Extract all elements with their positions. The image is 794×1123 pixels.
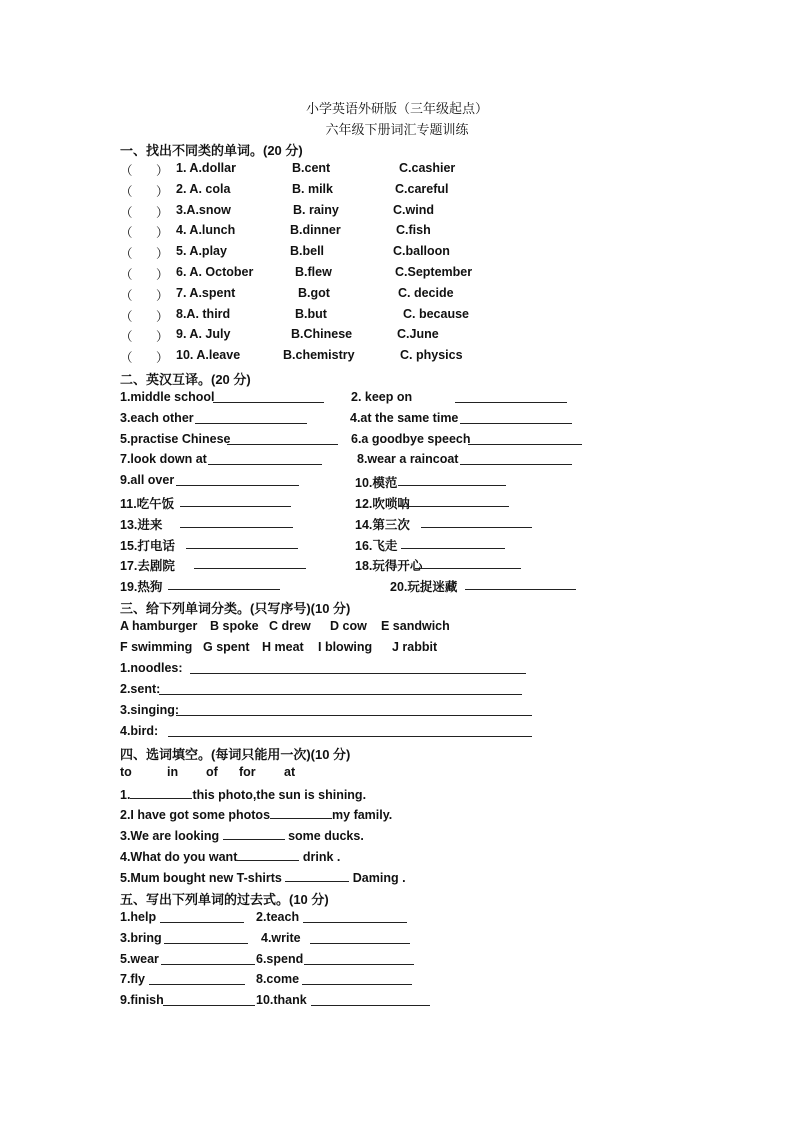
- answer-paren-close: ）: [156, 247, 169, 262]
- category-sent: [120, 682, 160, 696]
- word-j: J rabbit: [392, 640, 438, 654]
- choice-to: to: [120, 765, 132, 779]
- section2-heading: 二、英汉互译。(20 分): [120, 372, 251, 387]
- translation-item: 4.at the same time: [350, 410, 459, 425]
- option-a: 10. A.leave: [176, 348, 241, 363]
- question-text: 3.We are looking: [120, 829, 220, 843]
- answer-blank[interactable]: [227, 432, 338, 445]
- category-label: 1.noodles:: [120, 661, 183, 675]
- answer-paren-open[interactable]: （: [120, 184, 133, 199]
- option-b: B.bell: [290, 244, 325, 259]
- answer-paren-close: ）: [156, 226, 169, 241]
- answer-blank[interactable]: [310, 931, 410, 944]
- answer-blank[interactable]: [303, 910, 407, 923]
- answer-blank[interactable]: [168, 577, 280, 590]
- option-c: C. because: [403, 306, 470, 321]
- verb-item: 8.come: [256, 972, 300, 987]
- question-text: 4.What do you want: [120, 850, 238, 864]
- verb-item: 10.thank: [256, 993, 307, 1008]
- answer-blank[interactable]: [237, 848, 299, 861]
- fill-question-5: [120, 869, 406, 885]
- worksheet-subtitle: 六年级下册词汇专题训练: [325, 122, 469, 137]
- answer-blank[interactable]: [465, 577, 576, 590]
- question-text: Daming .: [352, 871, 406, 885]
- option-b: B.chemistry: [283, 348, 355, 363]
- option-c: C.June: [397, 327, 439, 342]
- option-c: C.fish: [396, 223, 431, 238]
- choice-for: for: [239, 765, 256, 779]
- translation-item: 12.吹唢呐: [355, 497, 410, 511]
- option-a: 8.A. third: [176, 306, 231, 321]
- answer-blank[interactable]: [159, 682, 522, 695]
- category-noodles: [120, 661, 183, 675]
- translation-item: 9.all over: [120, 473, 175, 488]
- answer-paren-open[interactable]: （: [120, 164, 133, 178]
- answer-paren-open[interactable]: （: [120, 351, 133, 366]
- answer-paren-close: ）: [156, 184, 169, 199]
- answer-paren-close: ）: [156, 164, 169, 178]
- answer-blank[interactable]: [455, 390, 567, 403]
- answer-blank[interactable]: [311, 993, 430, 1006]
- category-label: 2.sent:: [120, 682, 161, 696]
- answer-blank[interactable]: [468, 432, 582, 445]
- fill-question-2: [120, 806, 392, 822]
- translation-item: 14.第三次: [355, 517, 410, 532]
- verb-item: 7.fly: [120, 972, 146, 987]
- translation-item: 5.practise Chinese: [120, 431, 231, 446]
- word-c: C drew: [269, 619, 311, 633]
- section4-heading: 四、选词填空。(每词只能用一次)(10 分): [120, 747, 351, 762]
- answer-blank[interactable]: [161, 952, 255, 965]
- word-i: I blowing: [318, 640, 373, 654]
- option-a: 2. A. cola: [176, 181, 231, 196]
- word-d: D cow: [330, 619, 367, 633]
- option-a: 3.A.snow: [176, 202, 231, 217]
- verb-item: 9.finish: [120, 993, 164, 1008]
- answer-blank[interactable]: [180, 515, 293, 528]
- option-a: 6. A. October: [176, 265, 254, 279]
- choice-of: of: [206, 765, 218, 779]
- verb-item: 3.bring: [120, 930, 162, 945]
- word-b: B spoke: [210, 619, 259, 633]
- answer-blank[interactable]: [304, 952, 414, 965]
- answer-paren-open[interactable]: （: [120, 247, 133, 262]
- option-b: B.dinner: [290, 223, 341, 238]
- answer-blank[interactable]: [415, 556, 521, 569]
- answer-paren-close: ）: [156, 268, 169, 282]
- option-c: C.wind: [393, 202, 434, 217]
- question-text: some ducks.: [288, 829, 364, 843]
- fill-question-1: [120, 786, 366, 802]
- question-text: my family.: [332, 808, 393, 822]
- word-e: E sandwich: [381, 619, 450, 633]
- question-text: 2.I have got some photos: [120, 808, 271, 822]
- verb-item: 6.spend: [256, 951, 304, 966]
- answer-blank[interactable]: [194, 556, 306, 569]
- translation-item: 10.模范: [355, 476, 398, 491]
- option-a: 4. A.lunch: [176, 223, 236, 238]
- translation-item: 17.去剧院: [120, 559, 175, 574]
- word-f: F swimming: [120, 640, 193, 654]
- translation-item: 19.热狗: [120, 580, 163, 595]
- option-b: B.but: [295, 306, 327, 321]
- fill-question-3: [120, 827, 364, 843]
- answer-blank[interactable]: [186, 536, 298, 549]
- answer-blank[interactable]: [421, 515, 532, 528]
- choice-in: in: [167, 765, 179, 779]
- word-g: G spent: [203, 640, 250, 654]
- option-a: 5. A.play: [176, 244, 227, 259]
- answer-paren-close: ）: [156, 205, 169, 220]
- question-text: 1.: [120, 788, 131, 802]
- category-singing: [120, 703, 179, 717]
- answer-paren-close: ）: [156, 288, 169, 303]
- choice-at: at: [284, 765, 296, 779]
- answer-blank[interactable]: [223, 827, 285, 840]
- section5-heading: 五、写出下列单词的过去式。(10 分): [120, 892, 329, 907]
- answer-blank[interactable]: [168, 724, 532, 737]
- answer-blank[interactable]: [190, 661, 526, 674]
- option-c: C. decide: [398, 285, 454, 300]
- answer-blank[interactable]: [180, 494, 291, 507]
- answer-blank[interactable]: [285, 869, 349, 882]
- translation-item: 13.进来: [120, 517, 163, 532]
- category-bird: [120, 724, 158, 738]
- option-b: B.cent: [292, 161, 331, 175]
- option-b: B.Chinese: [291, 327, 353, 342]
- translation-item: 2. keep on: [351, 390, 413, 404]
- answer-blank[interactable]: [460, 411, 572, 424]
- answer-blank[interactable]: [270, 806, 332, 819]
- answer-paren-open[interactable]: （: [120, 330, 133, 345]
- translation-item: 1.middle school: [120, 390, 215, 404]
- answer-blank[interactable]: [302, 972, 412, 985]
- translation-item: 11.吃午饭: [120, 497, 175, 511]
- category-label: 4.bird:: [120, 724, 159, 738]
- answer-paren-open[interactable]: （: [120, 309, 133, 324]
- answer-blank[interactable]: [130, 786, 192, 799]
- option-c: C. physics: [400, 348, 463, 363]
- translation-item: 20.玩捉迷藏: [390, 580, 458, 595]
- option-c: C.cashier: [399, 161, 456, 175]
- translation-item: 15.打电话: [120, 538, 175, 553]
- answer-blank[interactable]: [213, 390, 324, 403]
- answer-blank[interactable]: [195, 411, 307, 424]
- answer-paren-open[interactable]: （: [120, 288, 133, 303]
- word-h: H meat: [262, 640, 304, 654]
- answer-blank[interactable]: [149, 972, 245, 985]
- answer-paren-close: ）: [156, 351, 169, 366]
- section3-heading: 三、给下列单词分类。(只写序号)(10 分): [120, 601, 351, 616]
- fill-question-4: [120, 848, 340, 864]
- option-c: C.September: [395, 265, 473, 279]
- answer-blank[interactable]: [176, 703, 532, 716]
- option-a: 1. A.dollar: [176, 161, 236, 175]
- question-text: 5.Mum bought new T-shirts: [120, 871, 282, 885]
- option-c: C.balloon: [393, 244, 450, 259]
- worksheet-title: 小学英语外研版（三年级起点）: [305, 101, 488, 116]
- option-b: B.flew: [295, 265, 332, 279]
- answer-blank[interactable]: [401, 536, 505, 549]
- question-text: this photo,the sun is shining.: [192, 788, 367, 802]
- translation-item: 8.wear a raincoat: [357, 452, 459, 467]
- translation-item: 6.a goodbye speech: [351, 431, 471, 446]
- answer-blank[interactable]: [398, 494, 509, 507]
- answer-blank[interactable]: [398, 473, 506, 486]
- translation-item: 3.each other: [120, 410, 194, 425]
- translation-item: 16.飞走: [355, 538, 398, 553]
- verb-item: 5.wear: [120, 951, 159, 966]
- answer-paren-open[interactable]: （: [120, 268, 133, 282]
- option-c: C.careful: [395, 181, 449, 196]
- answer-paren-close: ）: [156, 330, 169, 345]
- verb-item: 2.teach: [256, 910, 300, 924]
- option-a: 7. A.spent: [176, 285, 236, 300]
- option-b: B. rainy: [293, 202, 339, 217]
- question-text: drink .: [302, 850, 341, 864]
- answer-paren-open[interactable]: （: [120, 226, 133, 241]
- option-b: B.got: [298, 285, 330, 300]
- category-label: 3.singing:: [120, 703, 180, 717]
- verb-item: 4.write: [261, 930, 301, 945]
- option-a: 9. A. July: [176, 327, 231, 342]
- answer-paren-open[interactable]: （: [120, 205, 133, 220]
- answer-blank[interactable]: [208, 452, 322, 465]
- answer-blank[interactable]: [176, 473, 299, 486]
- answer-blank[interactable]: [160, 910, 244, 923]
- answer-blank[interactable]: [460, 452, 572, 465]
- answer-blank[interactable]: [163, 993, 255, 1006]
- answer-paren-close: ）: [156, 309, 169, 324]
- translation-item: 18.玩得开心: [355, 559, 423, 574]
- translation-item: 7.look down at: [120, 452, 207, 467]
- answer-blank[interactable]: [164, 931, 248, 944]
- word-a: A hamburger: [120, 619, 198, 633]
- option-b: B. milk: [292, 181, 333, 196]
- section1-heading: 一、找出不同类的单词。(20 分): [120, 143, 303, 158]
- verb-item: 1.help: [120, 910, 157, 924]
